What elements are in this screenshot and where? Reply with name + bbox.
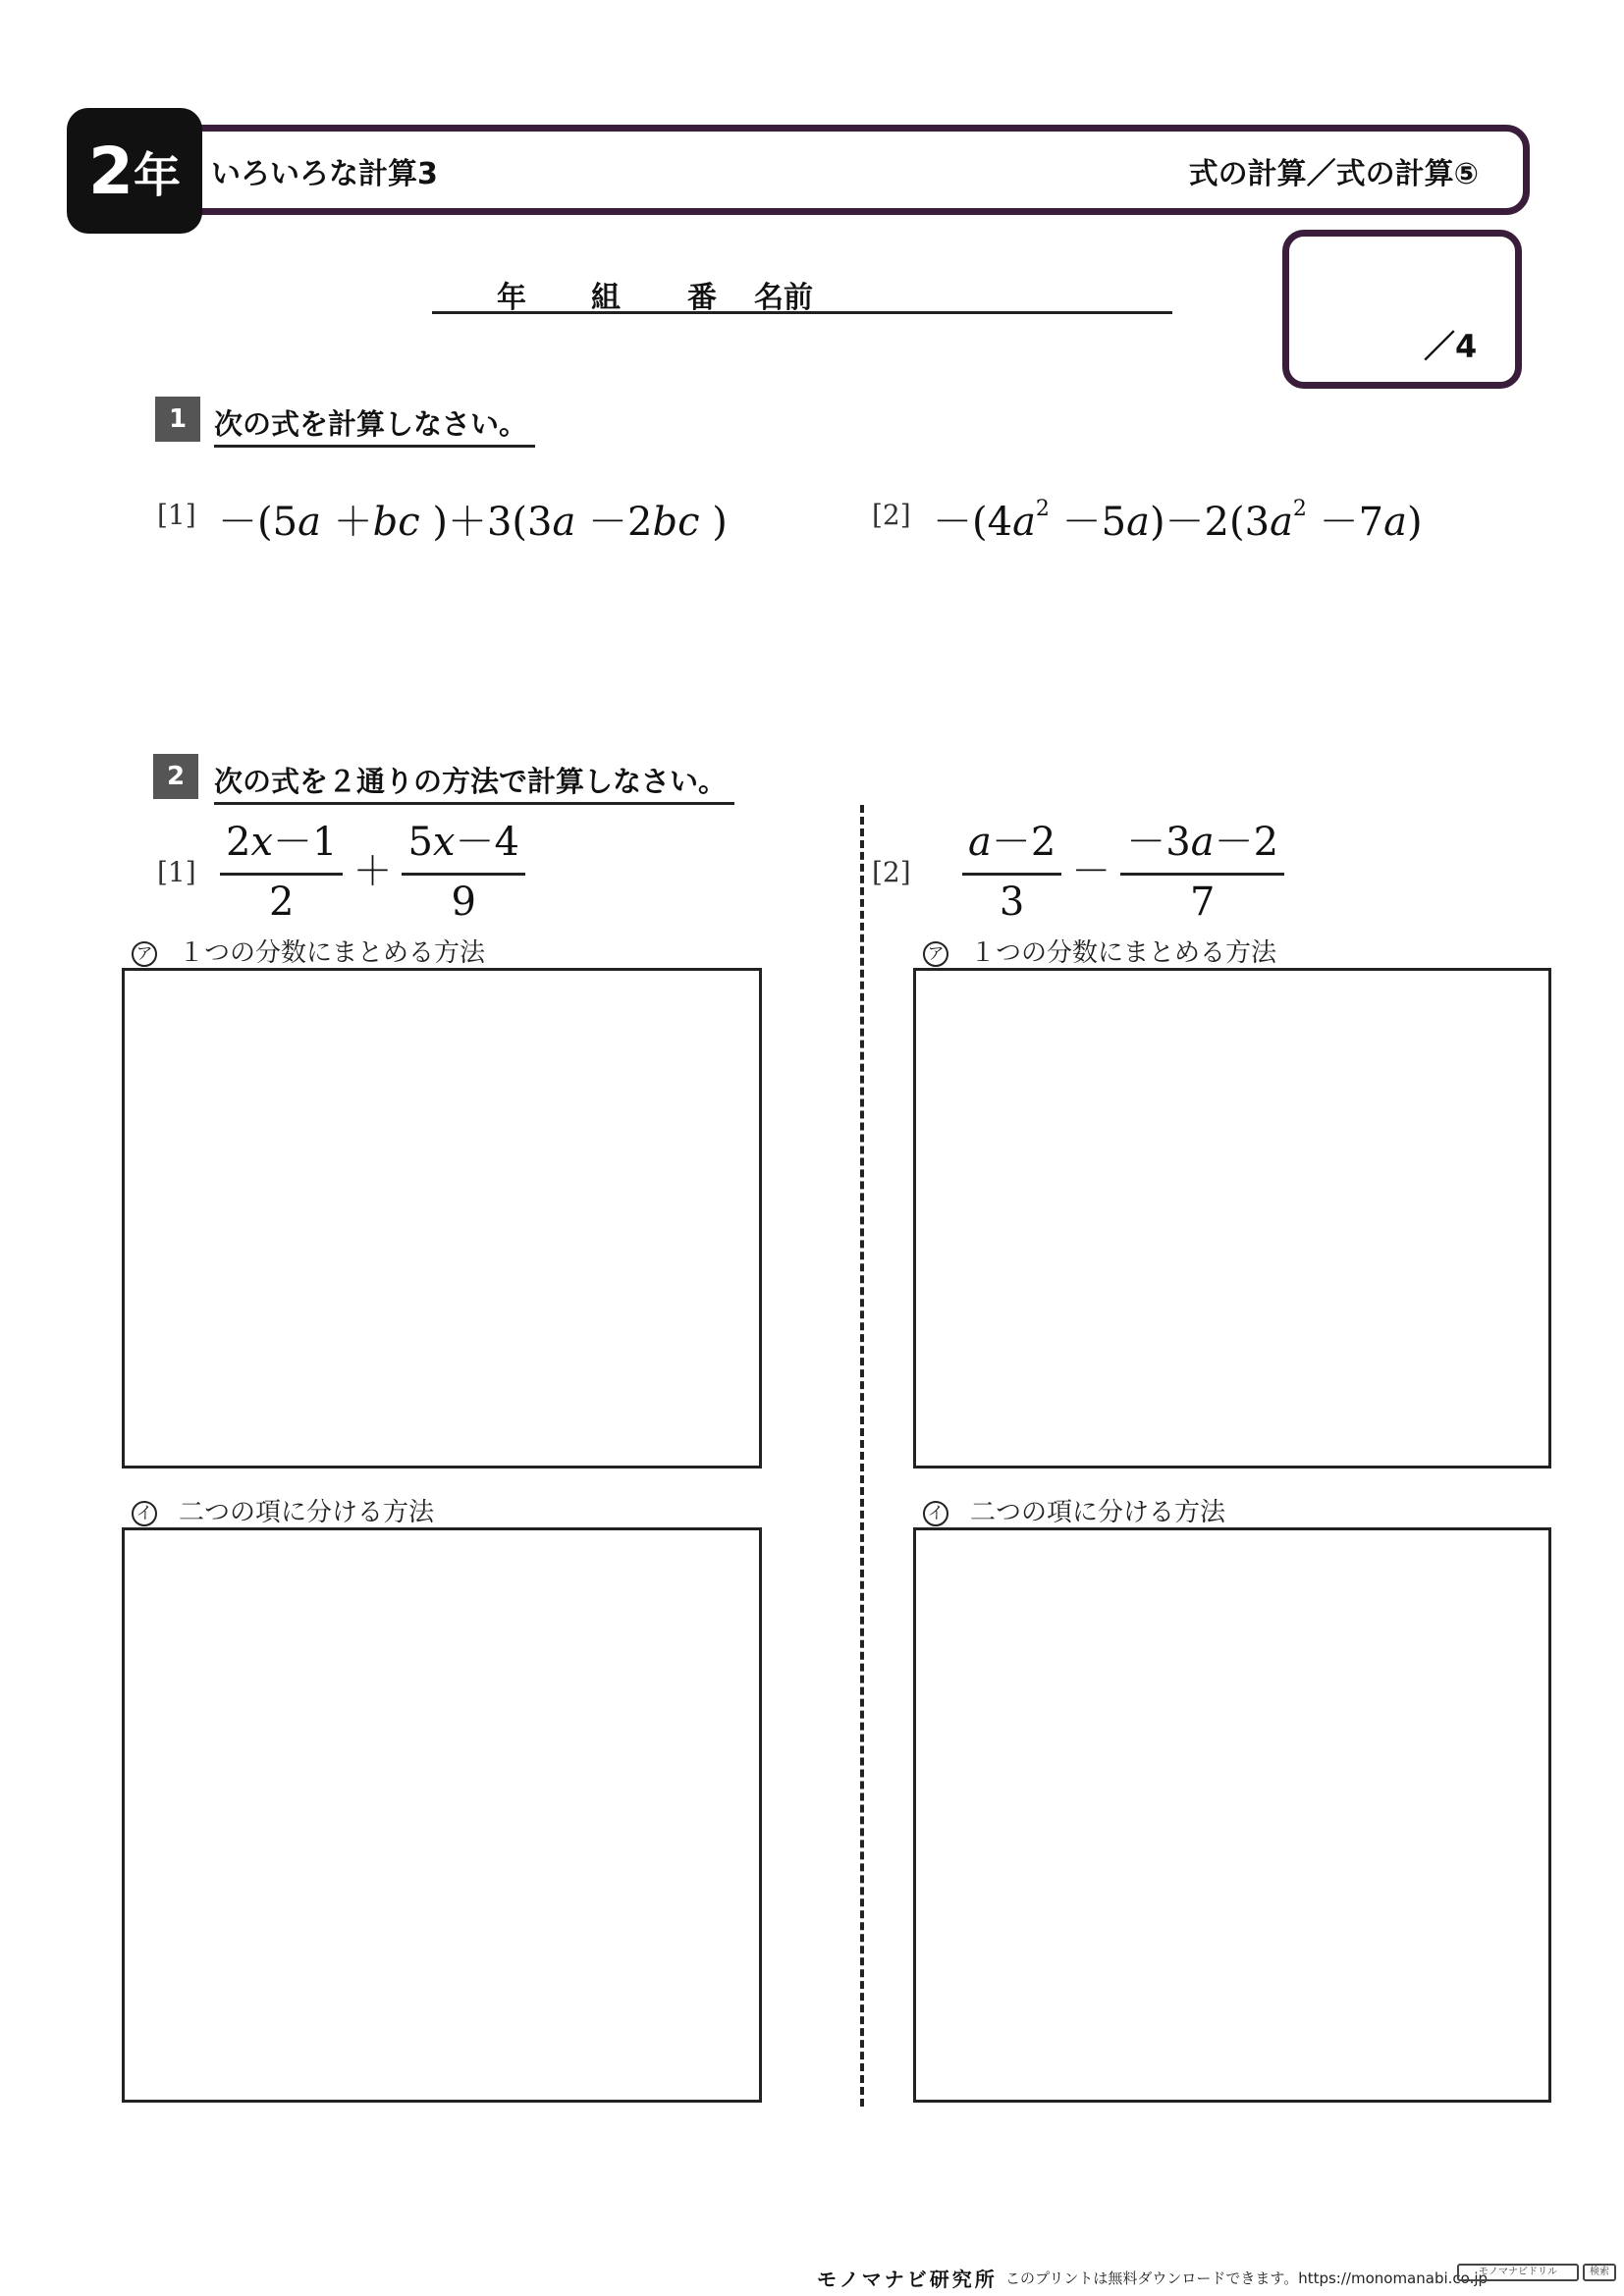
method-b-text: 二つの項に分ける方法 [970, 1498, 1226, 1527]
method-a-text: １つの分数にまとめる方法 [179, 938, 486, 968]
footer-search-button: 検索 [1583, 2264, 1616, 2281]
dashed-divider [860, 805, 864, 2107]
footer-text: このプリントは無料ダウンロードできます。https://monomanabi.co.jp [1005, 2269, 1489, 2287]
circled-i-icon: イ [923, 1501, 948, 1526]
number-label: 番 [687, 281, 717, 315]
denominator: 2 [269, 880, 295, 925]
q2-method-b-answer-box[interactable] [913, 1527, 1551, 2103]
q1-method-a-label [132, 933, 485, 969]
grade-unit: 年 [133, 147, 181, 203]
section2-number: 2 [153, 754, 198, 799]
score-box [1282, 230, 1522, 389]
section1-q1-expression: －(5a ＋bc )＋3(3a －2bc ) [218, 500, 728, 545]
section1-q1-label: [1] [157, 499, 196, 531]
fraction [402, 811, 524, 925]
q1-method-b-label [132, 1492, 434, 1528]
denominator: 7 [1189, 880, 1216, 925]
q2-method-b-label [923, 1492, 1225, 1528]
section1-title: 次の式を計算しなさい。 [214, 402, 535, 448]
section2-q2-label: [2] [872, 856, 911, 888]
numerator: 5𝑥－4 [402, 811, 524, 876]
q1-method-a-answer-box[interactable] [122, 968, 762, 1468]
operator: ＋ [352, 848, 393, 894]
q2-method-a-answer-box[interactable] [913, 968, 1551, 1468]
circled-i-icon: イ [132, 1501, 157, 1526]
circled-a-icon: ア [923, 941, 948, 967]
grade-number: 2 [88, 133, 132, 209]
fraction [1120, 811, 1284, 925]
score-text: ／4 [1424, 328, 1478, 365]
grade-badge [67, 108, 202, 234]
section2-q1-expression [220, 811, 525, 925]
fraction [962, 811, 1061, 925]
section2-q2-expression [962, 811, 1284, 925]
unit-title: 式の計算／式の計算⑤ [1188, 157, 1479, 191]
class-label: 組 [591, 281, 621, 315]
numerator: 2𝑥－1 [220, 811, 343, 876]
section1-q2-label: [2] [872, 499, 911, 531]
method-a-text: １つの分数にまとめる方法 [970, 938, 1277, 968]
numerator: 𝑎－2 [962, 811, 1061, 876]
fraction [220, 811, 343, 925]
denominator: 9 [451, 880, 476, 925]
name-label: 名前 [754, 281, 813, 315]
footer-logo: モノマナビ研究所 [817, 2268, 998, 2291]
section1-q2-expression: $-(4a^2 -5a)-2(3a^2 -7a)$ [933, 496, 1423, 545]
section2-q1-label: [1] [157, 856, 196, 888]
method-b-text: 二つの項に分ける方法 [179, 1498, 435, 1527]
q2-method-a-label [923, 933, 1276, 969]
footer-search-box: モノマナビドリル [1457, 2264, 1579, 2281]
worksheet-title: いろいろな計算3 [211, 157, 438, 191]
q1-method-b-answer-box[interactable] [122, 1527, 762, 2103]
denominator: 3 [999, 880, 1025, 925]
section2-title: 次の式を２通りの方法で計算しなさい。 [214, 760, 734, 805]
name-row [432, 273, 1172, 314]
year-label: 年 [497, 281, 526, 315]
section1-number: 1 [155, 397, 200, 442]
circled-a-icon: ア [132, 941, 157, 967]
operator: － [1071, 848, 1111, 894]
numerator: －3𝑎－2 [1120, 811, 1284, 876]
